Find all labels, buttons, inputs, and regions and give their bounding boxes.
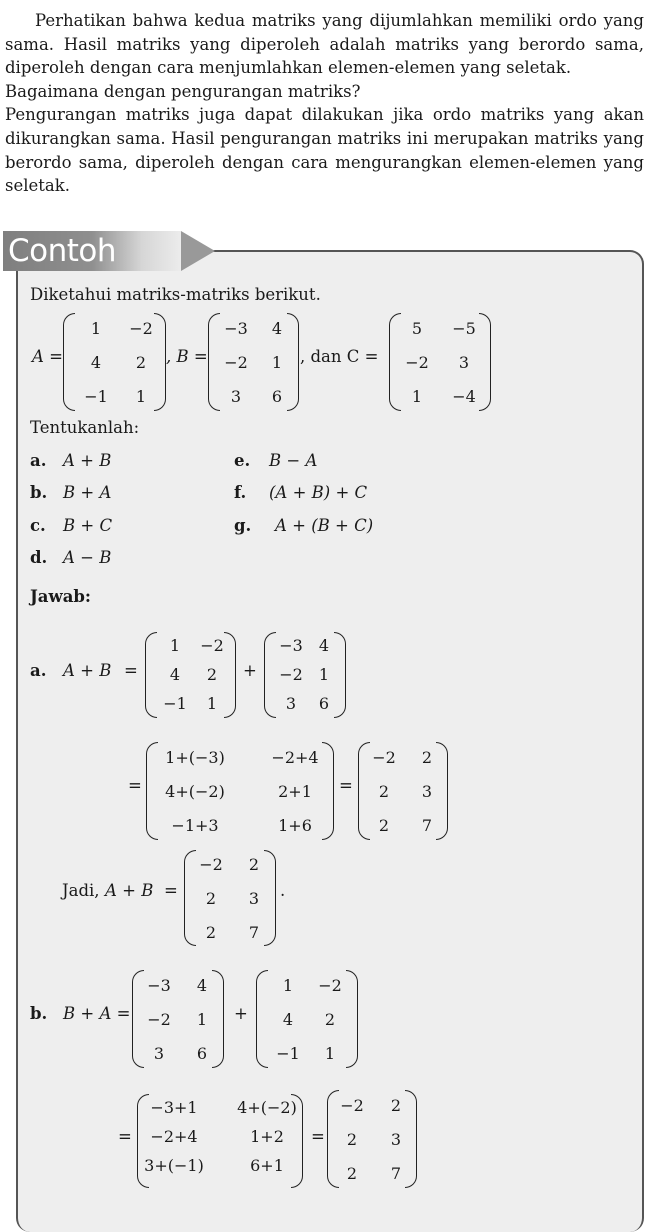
matrix-cell: −1 xyxy=(84,387,108,406)
solution-a-lhs: A + B xyxy=(63,661,112,680)
matrix-cell: 1 xyxy=(206,694,218,713)
task-expr-c: B + C xyxy=(63,516,113,535)
right-bracket-icon xyxy=(212,970,224,1068)
matrix-cell: 3 xyxy=(230,387,242,406)
matrix-cell: −2 xyxy=(340,1096,364,1115)
matrix-cell: 6 xyxy=(271,387,283,406)
left-bracket-icon xyxy=(264,632,276,718)
left-bracket-icon xyxy=(208,313,220,411)
matrix-cell: −2+4 xyxy=(150,1127,198,1146)
left-bracket-icon xyxy=(63,313,75,411)
matrix-cell: 4 xyxy=(90,353,102,372)
left-bracket-icon xyxy=(146,742,158,840)
task-expr-d: A − B xyxy=(63,548,112,567)
solution-a-equals-2: = xyxy=(128,776,142,795)
matrix-cell: −1 xyxy=(276,1044,300,1063)
matrix-cell: 6 xyxy=(318,694,330,713)
matrix-cell: 1 xyxy=(271,353,283,372)
matrix-cell: 2 xyxy=(378,782,390,801)
matrix-cell: 4+(−2) xyxy=(237,1098,297,1117)
right-bracket-icon xyxy=(287,313,299,411)
task-letter-a: a. xyxy=(30,451,47,470)
matrix-cell: 1+6 xyxy=(278,816,312,835)
matrix-cell: 1 xyxy=(90,319,102,338)
matrix-cell: 1+(−3) xyxy=(165,748,225,767)
left-bracket-icon xyxy=(145,632,157,718)
matrix-cell: 3 xyxy=(153,1044,165,1063)
matrix-cell: 2 xyxy=(390,1096,402,1115)
solution-a-letter: a. xyxy=(30,661,47,680)
solution-b-result-matrix xyxy=(327,1090,417,1186)
matrix-cell: −2 xyxy=(199,855,223,874)
matrix-cell: 1+2 xyxy=(250,1127,284,1146)
matrix-cell: 3 xyxy=(285,694,297,713)
task-expr-e: B − A xyxy=(269,451,318,470)
matrix-cell: 1 xyxy=(411,387,423,406)
example-banner xyxy=(3,231,213,271)
solution-a-conclusion-expr: A + B xyxy=(105,881,154,900)
task-letter-d: d. xyxy=(30,548,48,567)
solution-b-lhs: B + A = xyxy=(63,1004,131,1023)
right-bracket-icon xyxy=(405,1090,417,1188)
task-expr-g: A + (B + C) xyxy=(275,516,374,535)
matrix-cell: −5 xyxy=(452,319,476,338)
matrix-cell: 2 xyxy=(378,816,390,835)
right-bracket-icon xyxy=(264,850,276,946)
solution-b-equals-2: = xyxy=(311,1127,325,1146)
left-bracket-icon xyxy=(132,970,144,1068)
matrix-cell: 2 xyxy=(421,748,433,767)
solution-b-matrix-b xyxy=(132,970,224,1066)
solution-a-result-matrix xyxy=(358,742,448,838)
label-matrix-a: A = xyxy=(32,347,63,366)
matrix-cell: 3+(−1) xyxy=(144,1156,204,1175)
matrix-cell: −1+3 xyxy=(171,816,219,835)
solution-a-conclusion-matrix xyxy=(184,850,276,944)
solution-a-sum-matrix xyxy=(146,742,334,838)
matrix-cell: 7 xyxy=(390,1164,402,1183)
matrix-a xyxy=(63,313,166,409)
matrix-cell: 1 xyxy=(282,976,294,995)
left-bracket-icon xyxy=(184,850,196,946)
matrix-cell: 1 xyxy=(324,1044,336,1063)
solution-a-conclusion-equals: = xyxy=(164,881,178,900)
matrix-cell: 2 xyxy=(205,889,217,908)
matrix-cell: −1 xyxy=(163,694,187,713)
matrix-cell: 4 xyxy=(196,976,208,995)
matrix-cell: 7 xyxy=(248,923,260,942)
matrix-cell: 2 xyxy=(206,665,218,684)
matrix-cell: 2 xyxy=(205,923,217,942)
matrix-c xyxy=(389,313,491,409)
matrix-cell: 3 xyxy=(390,1130,402,1149)
matrix-cell: 1 xyxy=(135,387,147,406)
matrix-cell: 2 xyxy=(324,1010,336,1029)
intro-paragraph-2: Pengurangan matriks juga dapat dilakukan jika ordo matriks yang akan dikurangkan sama. Hasil pengurangan matriks ini merupakan matriks yang berordo sama, diperoleh dengan cara mengurangkan elemen-elemen yang seletak. xyxy=(5,105,644,196)
solution-a-matrix-a xyxy=(145,632,236,716)
solution-a-conclusion: Jadi, xyxy=(62,881,100,900)
task-expr-f: (A + B) + C xyxy=(269,483,368,502)
matrix-cell: −4 xyxy=(452,387,476,406)
matrix-cell: 2 xyxy=(248,855,260,874)
answer-label: Jawab: xyxy=(30,587,92,606)
task-heading: Tentukanlah: xyxy=(30,418,140,437)
matrix-cell: −2 xyxy=(200,636,224,655)
solution-b-plus: + xyxy=(234,1004,248,1023)
matrix-cell: 5 xyxy=(411,319,423,338)
solution-a-equals-3: = xyxy=(339,776,353,795)
task-letter-e: e. xyxy=(234,451,251,470)
intro-text xyxy=(5,9,644,198)
given-text: Diketahui matriks-matriks berikut. xyxy=(30,285,321,304)
matrix-cell: −3 xyxy=(224,319,248,338)
matrix-cell: −2 xyxy=(318,976,342,995)
right-bracket-icon xyxy=(154,313,166,411)
matrix-cell: 3 xyxy=(458,353,470,372)
banner-arrow-icon xyxy=(181,231,215,271)
matrix-cell: 3 xyxy=(421,782,433,801)
matrix-cell: 3 xyxy=(248,889,260,908)
matrix-cell: −3+1 xyxy=(150,1098,198,1117)
matrix-cell: 4 xyxy=(271,319,283,338)
right-bracket-icon xyxy=(334,632,346,718)
label-matrix-b: , B = xyxy=(166,347,208,366)
solution-b-letter: b. xyxy=(30,1004,48,1023)
matrix-cell: 4+(−2) xyxy=(165,782,225,801)
matrix-cell: −3 xyxy=(147,976,171,995)
matrix-cell: 1 xyxy=(318,665,330,684)
solution-a-plus: + xyxy=(243,661,257,680)
matrix-cell: −2 xyxy=(147,1010,171,1029)
task-letter-c: c. xyxy=(30,516,46,535)
matrix-cell: −2 xyxy=(224,353,248,372)
right-bracket-icon xyxy=(224,632,236,718)
matrix-cell: 4 xyxy=(282,1010,294,1029)
matrix-cell: 2 xyxy=(346,1130,358,1149)
left-bracket-icon xyxy=(358,742,370,840)
right-bracket-icon xyxy=(436,742,448,840)
matrix-cell: −2 xyxy=(405,353,429,372)
solution-b-matrix-a xyxy=(256,970,358,1066)
right-bracket-icon xyxy=(479,313,491,411)
matrix-cell: −3 xyxy=(279,636,303,655)
solution-a-matrix-b xyxy=(264,632,346,716)
matrix-cell: −2 xyxy=(279,665,303,684)
task-expr-a: A + B xyxy=(63,451,112,470)
matrix-cell: 2 xyxy=(346,1164,358,1183)
solution-b-equals: = xyxy=(118,1127,132,1146)
solution-a-equals: = xyxy=(124,661,138,680)
left-bracket-icon xyxy=(327,1090,339,1188)
matrix-cell: −2 xyxy=(372,748,396,767)
matrix-cell: 2+1 xyxy=(278,782,312,801)
label-matrix-c: , dan C = xyxy=(300,347,379,366)
left-bracket-icon xyxy=(389,313,401,411)
intro-paragraph-1: Perhatikan bahwa kedua matriks yang dijumlahkan memiliki ordo yang sama. Hasil matriks yang diperoleh adalah matriks yang berordo sama, diperoleh dengan cara menjumlahkan elemen-elemen yang seletak. xyxy=(5,11,644,78)
left-bracket-icon xyxy=(256,970,268,1068)
task-letter-b: b. xyxy=(30,483,48,502)
intro-question: Bagaimana dengan pengurangan matriks? xyxy=(5,81,361,101)
matrix-cell: 4 xyxy=(318,636,330,655)
matrix-cell: −2 xyxy=(129,319,153,338)
task-expr-b: B + A xyxy=(63,483,112,502)
task-letter-f: f. xyxy=(234,483,247,502)
matrix-cell: 4 xyxy=(169,665,181,684)
banner-title: Contoh xyxy=(8,233,117,269)
matrix-cell: 6+1 xyxy=(250,1156,284,1175)
matrix-cell: 7 xyxy=(421,816,433,835)
right-bracket-icon xyxy=(322,742,334,840)
right-bracket-icon xyxy=(346,970,358,1068)
matrix-b xyxy=(208,313,299,409)
solution-b-sum-matrix xyxy=(137,1094,303,1186)
matrix-cell: 1 xyxy=(169,636,181,655)
task-letter-g: g. xyxy=(234,516,252,535)
solution-a-period: . xyxy=(280,881,286,900)
matrix-cell: −2+4 xyxy=(271,748,319,767)
matrix-cell: 1 xyxy=(196,1010,208,1029)
matrix-cell: 6 xyxy=(196,1044,208,1063)
matrix-cell: 2 xyxy=(135,353,147,372)
